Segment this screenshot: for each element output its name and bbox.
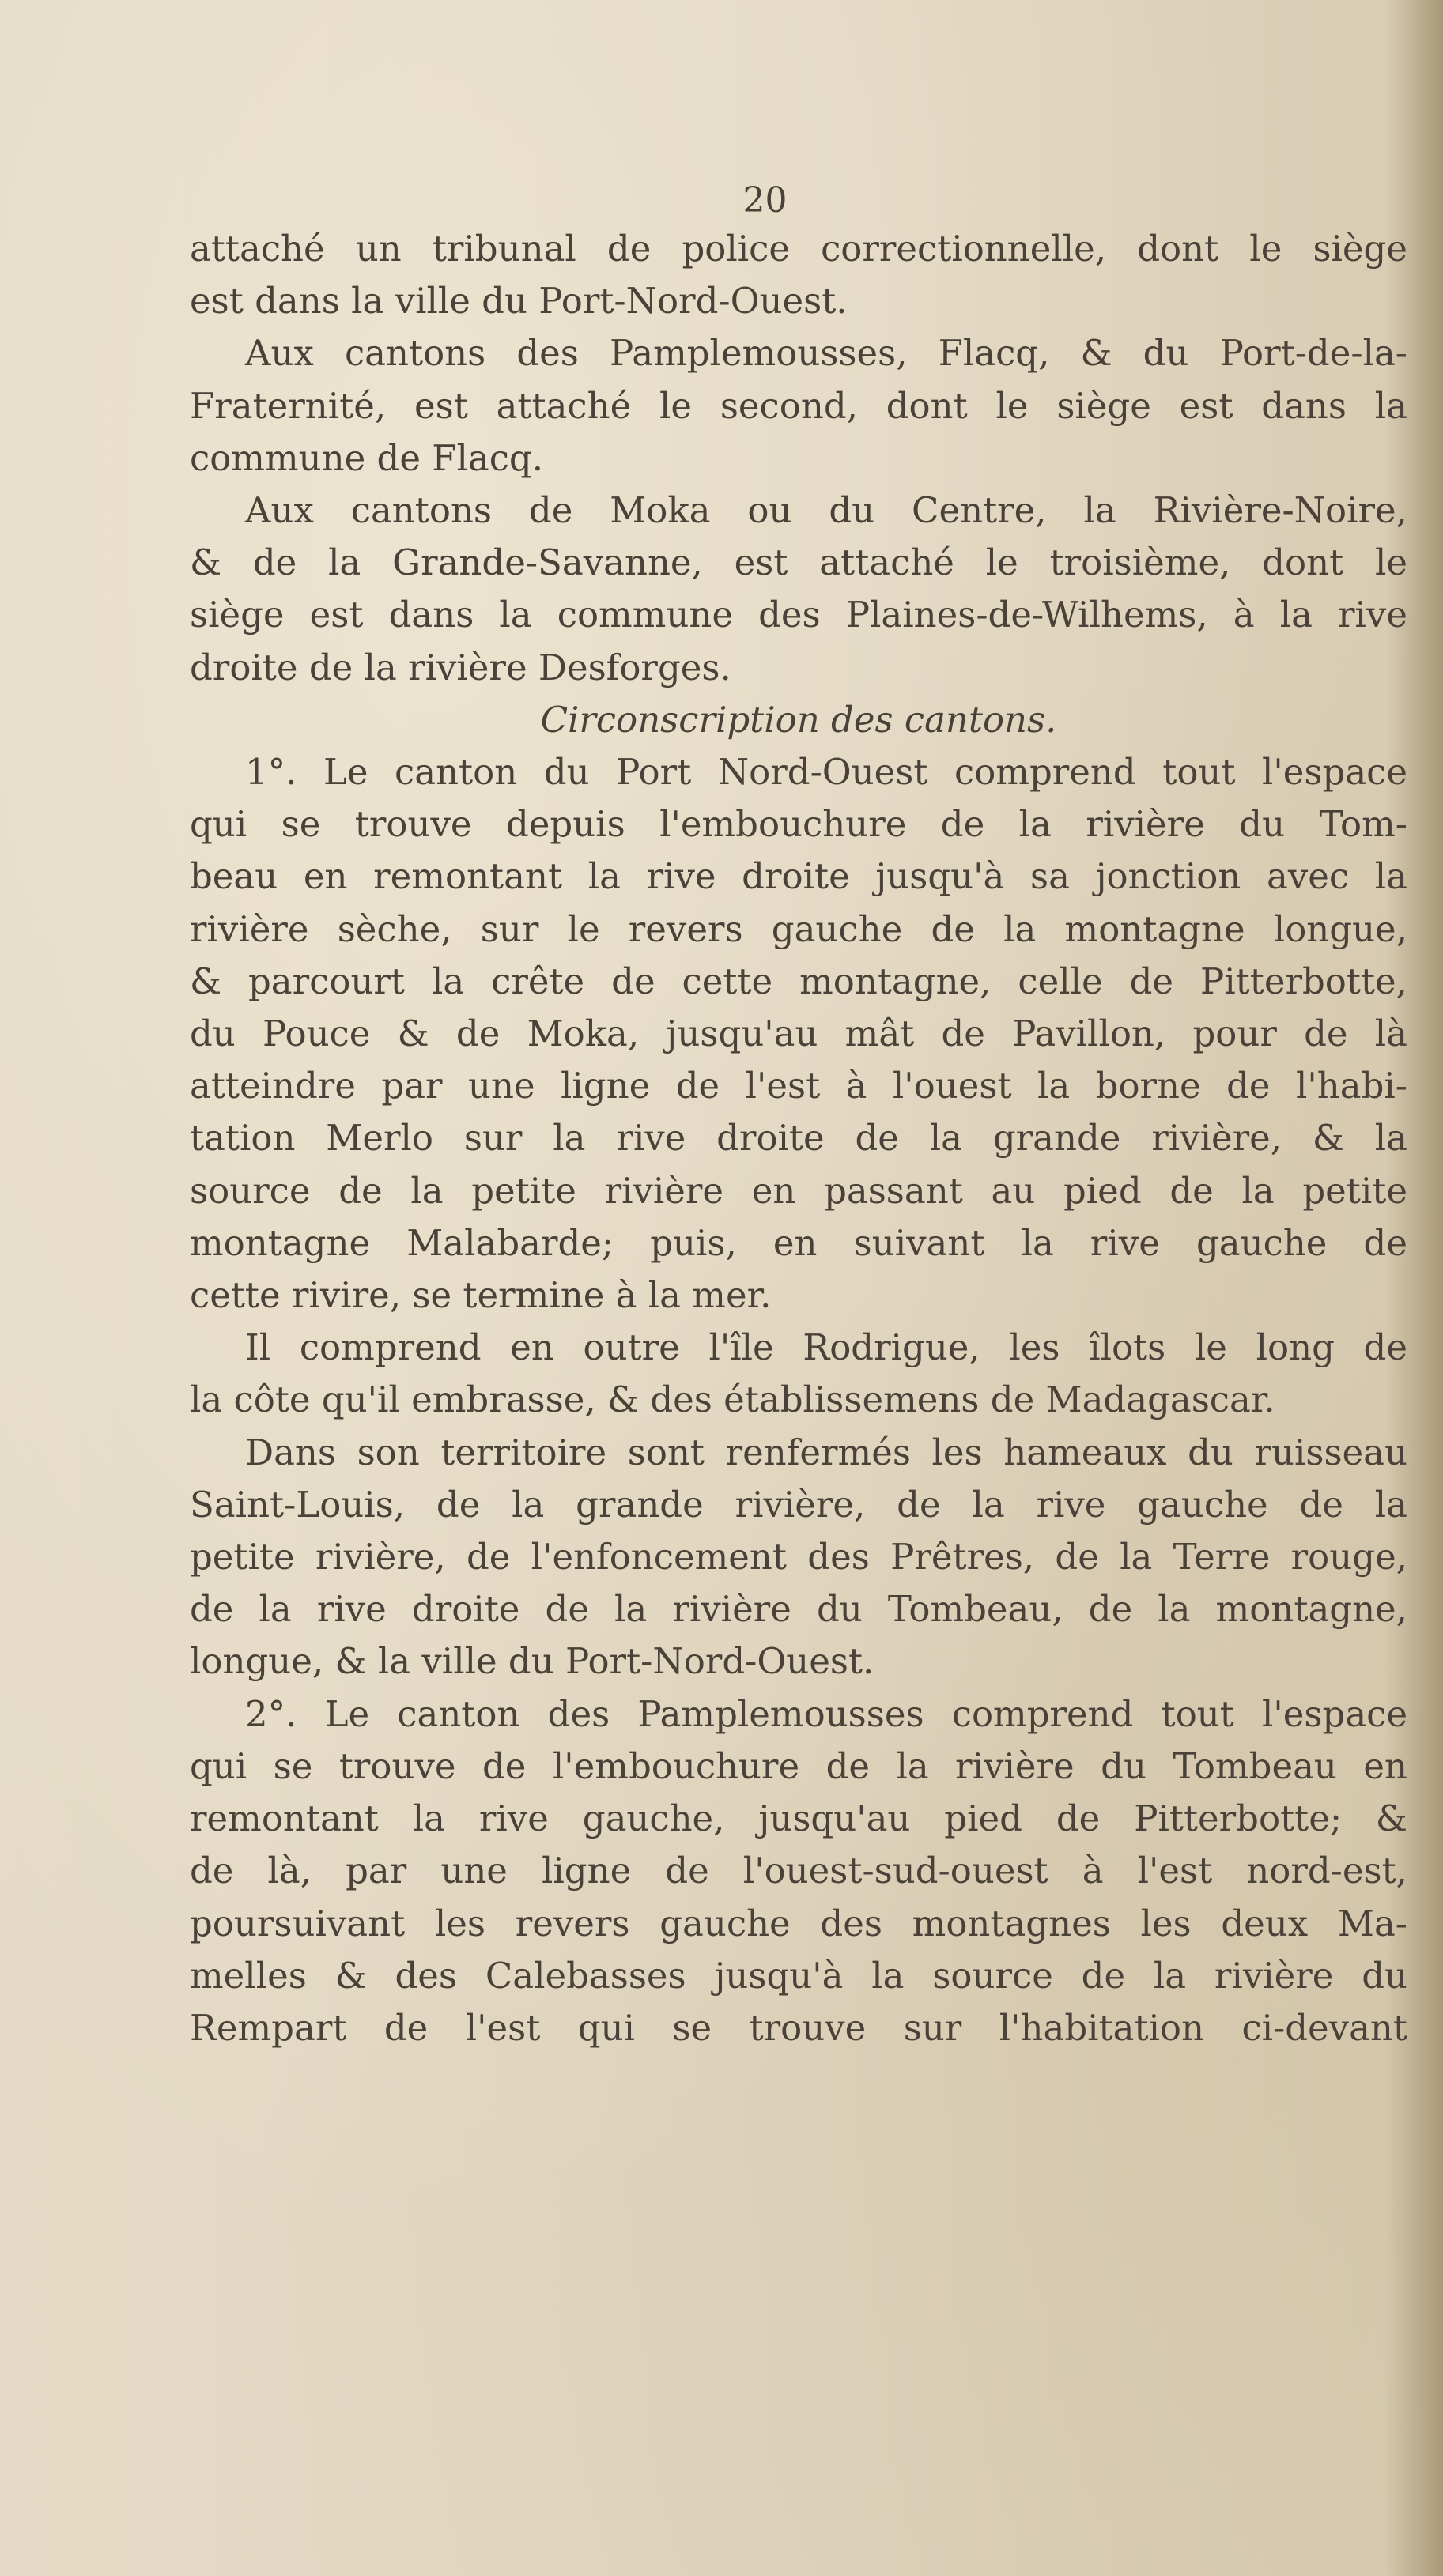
text-line: & de la Grande-Savanne, est attaché le troisième, dont le <box>190 541 1407 584</box>
text-line: qui se trouve depuis l'embouchure de la rivière du Tom- <box>190 803 1407 846</box>
text-line: 2°. Le canton des Pamplemousses comprend tout l'espace <box>245 1692 1407 1735</box>
text-line: remontant la rive gauche, jusqu'au pied de Pitterbotte; & <box>190 1797 1407 1840</box>
text-line: Aux cantons des Pamplemousses, Flacq, & du Port-de-la- <box>245 332 1407 375</box>
text-line: du Pouce & de Moka, jusqu'au mât de Pavillon, pour de là <box>190 1013 1407 1055</box>
text-line: longue, & la ville du Port-Nord-Ouest. <box>190 1640 874 1683</box>
text-line: petite rivière, de l'enfoncement des Prêtres, de la Terre rouge, <box>190 1536 1407 1578</box>
text-line: Dans son territoire sont renfermés les hameaux du ruisseau <box>245 1431 1407 1473</box>
text-line: droite de la rivière Desforges. <box>190 646 731 688</box>
text-line: de là, par une ligne de l'ouest-sud-ouest à l'est nord-est, <box>190 1850 1407 1892</box>
text-line: attaché un tribunal de police correctionnelle, dont le siège <box>190 228 1407 270</box>
text-line: atteindre par une ligne de l'est à l'ouest la borne de l'habi- <box>190 1065 1407 1107</box>
text-line: la côte qu'il embrasse, & des établissemens de Madagascar. <box>190 1379 1275 1421</box>
text-line: commune de Flacq. <box>190 436 544 479</box>
text-line: Saint-Louis, de la grande rivière, de la rive gauche de la <box>190 1483 1407 1526</box>
text-line: montagne Malabarde; puis, en suivant la rive gauche de <box>190 1221 1407 1264</box>
text-line: Rempart de l'est qui se trouve sur l'habitation ci-devant <box>190 2006 1407 2049</box>
text-line: Fraternité, est attaché le second, dont le siège est dans la <box>190 384 1407 427</box>
text-line: Aux cantons de Moka ou du Centre, la Rivière-Noire, <box>245 489 1407 532</box>
text-line: beau en remontant la rive droite jusqu'à sa jonction avec la <box>190 855 1407 898</box>
page-number: 20 <box>742 180 788 221</box>
text-line: 1°. Le canton du Port Nord-Ouest comprend tout l'espace <box>245 751 1407 794</box>
text-line: poursuivant les revers gauche des montagnes les deux Ma- <box>190 1902 1407 1944</box>
text-line: source de la petite rivière en passant au pied de la petite <box>190 1169 1407 1212</box>
text-line: tation Merlo sur la rive droite de la grande rivière, & la <box>190 1117 1407 1160</box>
text-line: Il comprend en outre l'île Rodrigue, les îlots le long de <box>245 1326 1407 1369</box>
text-line: qui se trouve de l'embouchure de la rivière du Tombeau en <box>190 1744 1407 1787</box>
text-line: cette rivire, se termine à la mer. <box>190 1274 772 1317</box>
text-line: & parcourt la crête de cette montagne, celle de Pitterbotte, <box>190 960 1407 1002</box>
section-title: Circonscription des cantons. <box>540 698 1057 741</box>
text-lines <box>190 223 1407 2054</box>
text-line: siège est dans la commune des Plaines-de-Wilhems, à la rive <box>190 594 1407 636</box>
text-line: melles & des Calebasses jusqu'à la source de la rivière du <box>190 1954 1407 1997</box>
text-line: rivière sèche, sur le revers gauche de la montagne longue, <box>190 907 1407 950</box>
text-line: est dans la ville du Port-Nord-Ouest. <box>190 280 848 322</box>
text-line: de la rive droite de la rivière du Tombeau, de la montagne, <box>190 1588 1407 1631</box>
